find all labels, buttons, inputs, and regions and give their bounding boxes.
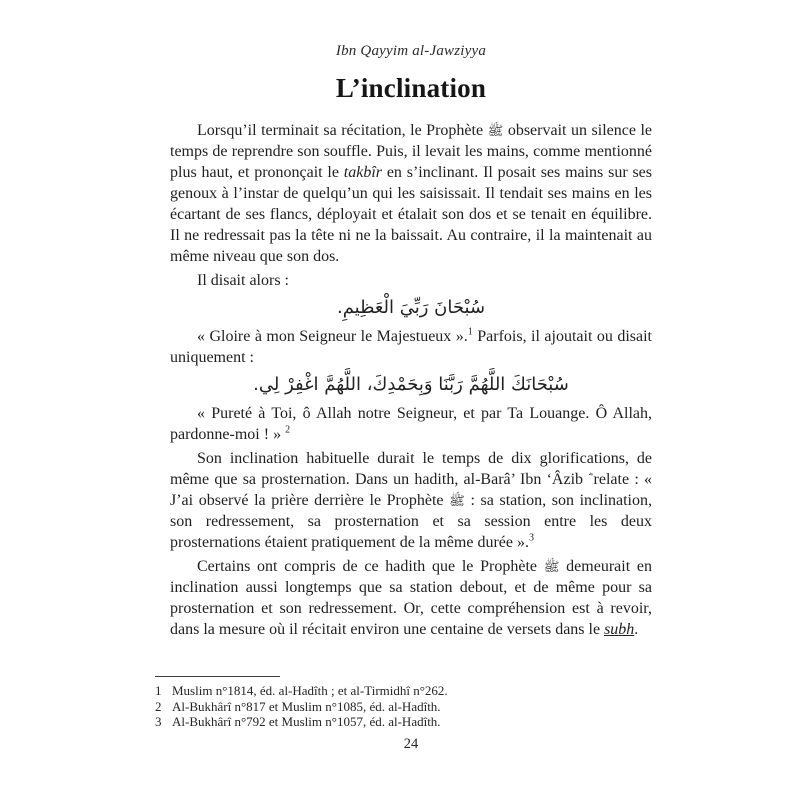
- paragraph-3: [170, 326, 652, 368]
- text-run: .: [634, 621, 639, 638]
- text-run: « Pureté à Toi, ô Allah notre Seigneur, et par Ta Louange. Ô Allah, pardonne-moi ! »: [170, 405, 652, 443]
- subh-term: subh: [604, 621, 635, 638]
- page-number: 24: [403, 736, 419, 752]
- body-text: [170, 120, 652, 640]
- arabic-dhikr-2: سُبْحَانَكَ اللَّهُمَّ رَبَّنَا وَبِحَمْدِكَ، اللَّهُمَّ اغْفِرْ لِي.: [253, 374, 569, 395]
- footnotes-section: [155, 676, 652, 730]
- text-column: [170, 0, 652, 643]
- text-run: « Gloire à mon Seigneur le Majestueux ».: [197, 328, 468, 345]
- footnote-number: 3: [155, 714, 162, 729]
- footnote-text: Al-Bukhârî n°817 et Muslim n°1085, éd. al-Hadîth.: [172, 698, 441, 714]
- footnote-separator: [155, 676, 280, 677]
- footnote-ref-3: 3: [528, 532, 534, 544]
- paragraph-5: [170, 448, 652, 553]
- footnote-2: [155, 699, 652, 715]
- paragraph-6: [170, 556, 652, 640]
- text-run: : sa station, son inclination, son redressement, sa prosternation et sa session entre les deux prosternations étaient pratiquement de la même durée ».: [170, 492, 652, 551]
- chapter-title: L’inclination: [335, 73, 487, 103]
- text-run: Lorsqu’il terminait sa récitation, le Prophète: [197, 122, 488, 139]
- text-run: observait un silence le temps de reprendre son souffle. Puis, il levait les mains, comme mentionné plus haut, et prononçait le: [170, 122, 653, 181]
- text-run: Son inclination habituelle durait le temps de dix glorifications, de même que sa prosternation. Dans un hadith, al-Barâ’ Ibn ‘Âzib: [170, 450, 652, 488]
- pbuh-symbol-icon: ﷺ: [543, 560, 560, 575]
- footnote-number: 1: [155, 683, 162, 698]
- pbuh-symbol-icon: ﷺ: [449, 494, 465, 509]
- text-run: demeurait en inclination aussi longtemps que sa station debout, et de même pour sa prosternation et son redressement. Or, cette compréhension est à revoir, dans la mesure où il récitait environ une centaine de versets dans le: [170, 558, 652, 638]
- paragraph-1: [170, 120, 652, 267]
- text-run: Parfois, il ajoutait ou disait uniquement :: [170, 328, 652, 366]
- paragraph-4: [170, 403, 652, 445]
- text-run: Certains ont compris de ce hadith que le Prophète: [197, 558, 544, 575]
- footnote-ref-2: 2: [285, 424, 291, 436]
- text-run: relate : « J’ai observé la prière derrière le Prophète: [170, 471, 653, 509]
- arabic-dhikr-1: سُبْحَانَ رَبِّيَ الْعَظِيمِ.: [336, 297, 486, 318]
- text-run: en s’inclinant. Il posait ses mains sur ses genoux à l’instar de quelqu’un qui les saisissait. Il tendait ses mains en les écartant de ses flancs, déployait et étalait son dos et se tenait en équilibre. Il ne redressait pas la tête ni ne la baissait. Au contraire, il la maintenait au même niveau que son dos.: [170, 164, 653, 265]
- footnote-ref-1: 1: [467, 326, 473, 338]
- footnote-number: 2: [155, 698, 162, 714]
- footnote-text: Al-Bukhârî n°792 et Muslim n°1057, éd. al-Hadîth.: [172, 714, 441, 729]
- pbuh-symbol-icon: ﷺ: [487, 124, 504, 139]
- running-header-author: Ibn Qayyim al-Jawziyya: [335, 43, 487, 59]
- footnote-text: Muslim n°1814, éd. al-Hadîth ; et al-Tirmidhî n°262.: [172, 683, 448, 698]
- paragraph-2: Il disait alors :: [197, 272, 289, 289]
- footnote-1: [155, 683, 652, 699]
- takbir-term: takbîr: [343, 164, 383, 181]
- footnote-3: [155, 714, 652, 730]
